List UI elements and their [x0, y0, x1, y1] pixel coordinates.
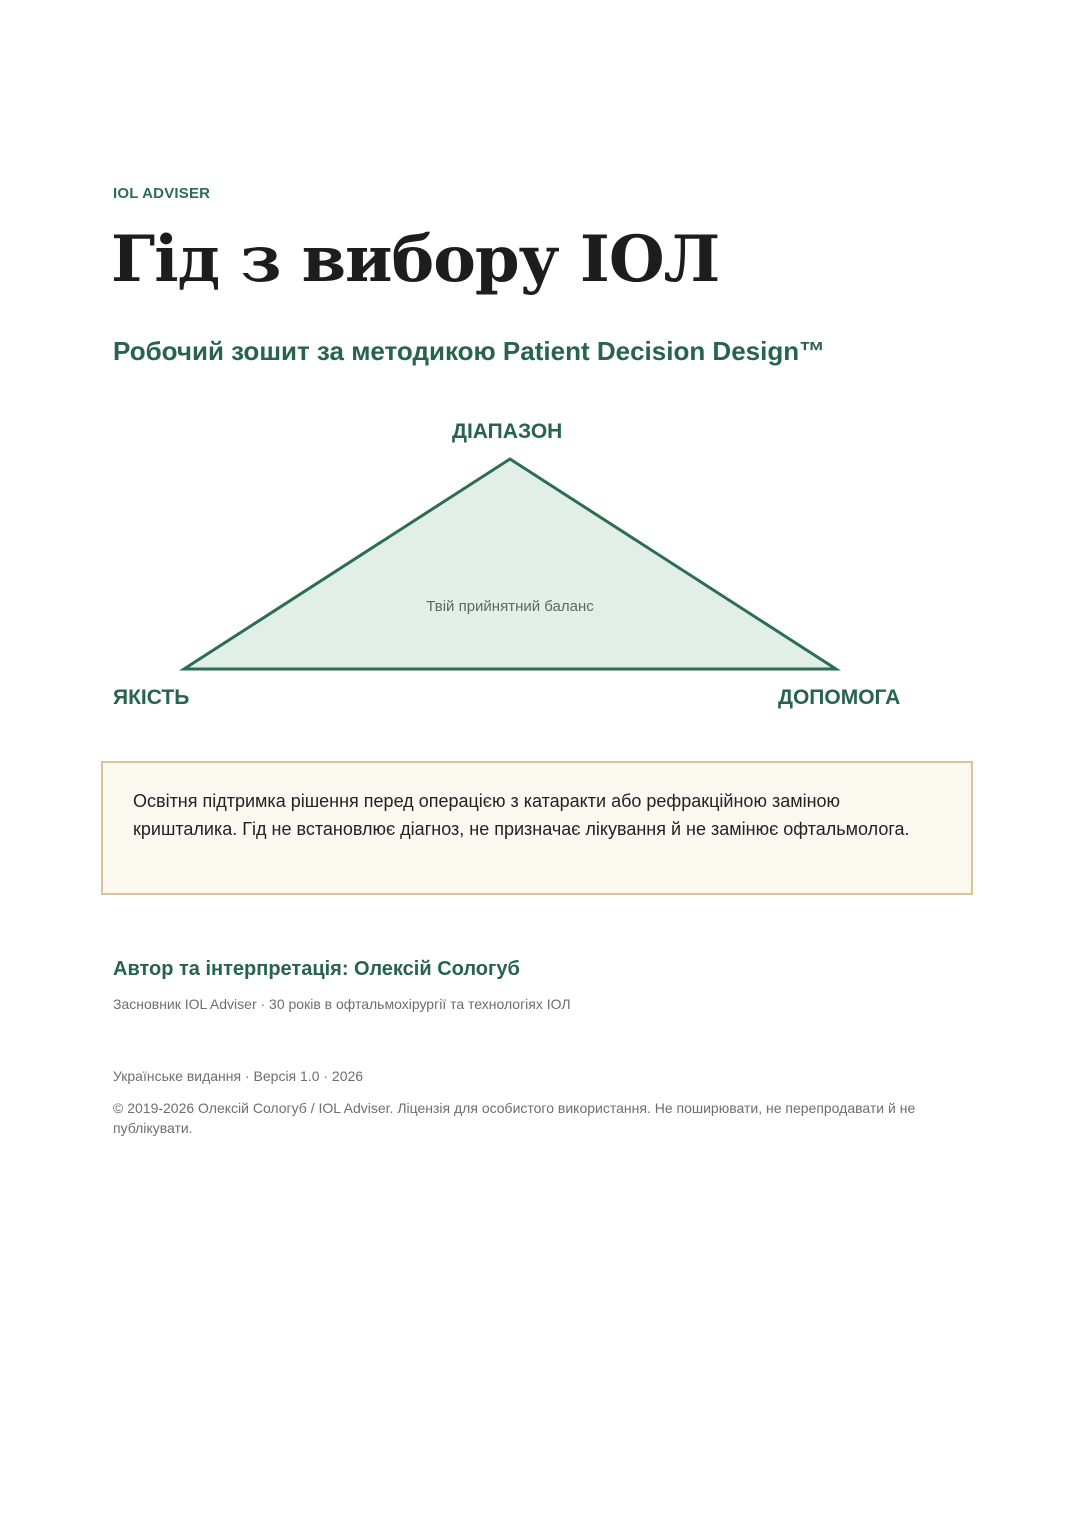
copyright-notice: © 2019-2026 Олексій Сологуб / IOL Adviser. Ліцензія для особистого використання. Не поширювати, не перепродавати й не публікувати. — [113, 1100, 916, 1136]
page-title: Гід з вибору ІОЛ — [111, 222, 720, 297]
balance-triangle — [184, 459, 836, 669]
triangle-graphic — [0, 410, 1075, 720]
balance-triangle-diagram — [0, 410, 1075, 720]
page-subtitle: Робочий зошит за методикою Patient Decision Design™ — [113, 336, 826, 366]
brand-label: IOL ADVISER — [113, 185, 211, 202]
vertex-label-quality: ЯКІСТЬ — [113, 686, 190, 709]
triangle-center-label: Твій прийнятний баланс — [426, 598, 594, 615]
vertex-label-help: ДОПОМОГА — [778, 686, 901, 709]
vertex-label-range: ДІАПАЗОН — [452, 420, 563, 443]
author-note: Засновник IOL Adviser · 30 років в офтальмохірургії та технологіях ІОЛ — [113, 996, 571, 1012]
disclaimer-text: Освітня підтримка рішення перед операцією з катаракти або рефракційною заміною кришталика. Гід не встановлює діагноз, не призначає лікування й не замінює офтальмолога. — [133, 791, 910, 839]
edition-info: Українське видання · Версія 1.0 · 2026 — [113, 1068, 364, 1084]
disclaimer-notice — [101, 761, 973, 895]
author-line: Автор та інтерпретація: Олексій Сологуб — [113, 958, 520, 980]
